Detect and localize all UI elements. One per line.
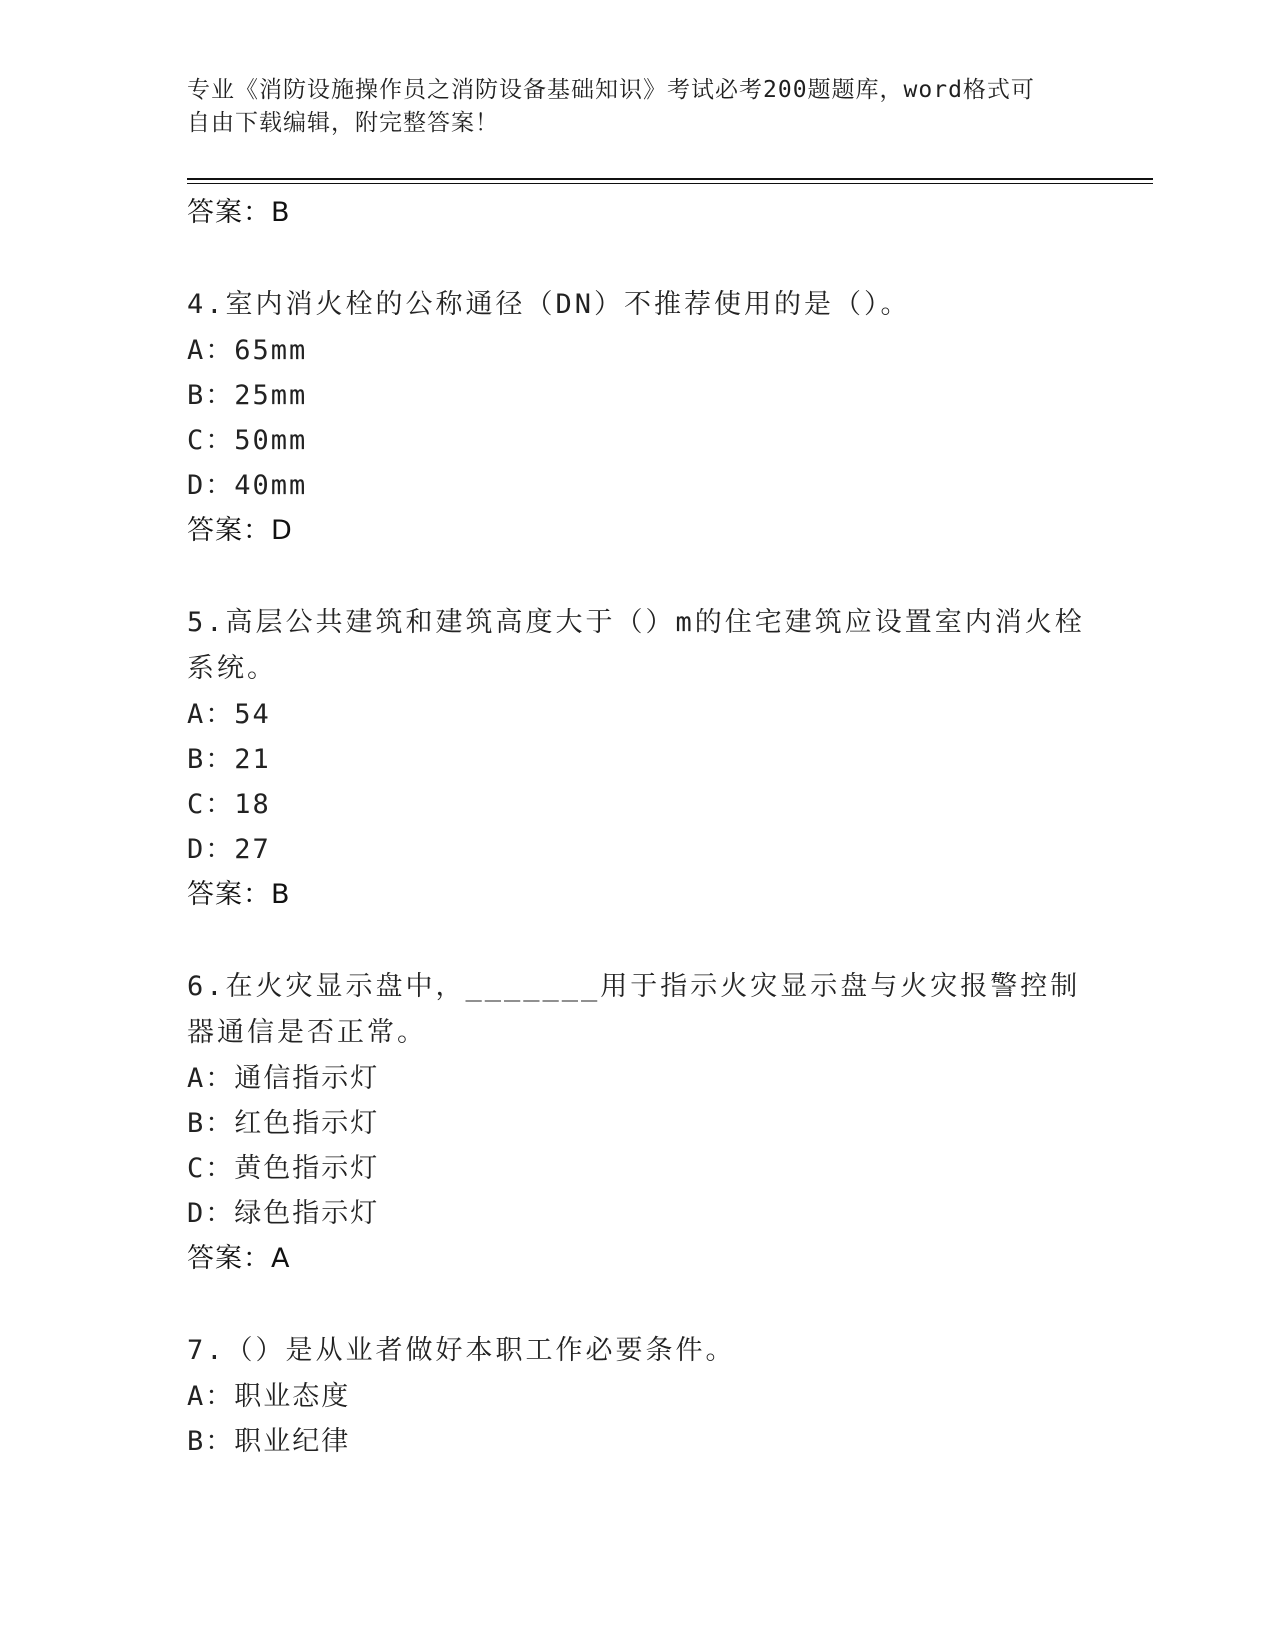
- option-b: B：职业纪律: [187, 1426, 351, 1457]
- question-text: 4.室内消火栓的公称通径（DN）不推荐使用的是（）。: [187, 289, 911, 320]
- header-line-2: 自由下载编辑，附完整答案！: [187, 110, 499, 136]
- option-b: B：21: [187, 744, 271, 775]
- option-b: B：25mm: [187, 380, 308, 411]
- option-d: D：40mm: [187, 470, 308, 501]
- option-d: D：27: [187, 834, 271, 865]
- option-a: A：通信指示灯: [187, 1063, 380, 1094]
- question-text: 5.高层公共建筑和建筑高度大于（）m的住宅建筑应设置室内消火栓系统。: [187, 607, 1085, 684]
- header-rule-thick: [187, 178, 1153, 180]
- answer-line: 答案：D: [187, 515, 293, 546]
- question-block-6: [187, 964, 1087, 1282]
- previous-answer: 答案：B: [187, 197, 291, 228]
- question-block-5: [187, 600, 1087, 918]
- option-a: A：54: [187, 699, 271, 730]
- document-header: [187, 74, 1087, 140]
- option-c: C：黄色指示灯: [187, 1153, 380, 1184]
- header-rule-thin: [187, 183, 1153, 184]
- option-a: A：65mm: [187, 335, 308, 366]
- question-list: [187, 190, 1087, 1464]
- question-text: 7.（）是从业者做好本职工作必要条件。: [187, 1335, 736, 1366]
- question-block-4: [187, 282, 1087, 554]
- question-text: 6.在火灾显示盘中，_______用于指示火灾显示盘与火灾报警控制器通信是否正常。: [187, 971, 1081, 1048]
- option-d: D：绿色指示灯: [187, 1198, 380, 1229]
- header-line-1: 专业《消防设施操作员之消防设备基础知识》考试必考200题题库，word格式可: [187, 77, 1035, 103]
- option-c: C：18: [187, 789, 271, 820]
- option-a: A：职业态度: [187, 1381, 351, 1412]
- answer-line: 答案：B: [187, 879, 291, 910]
- question-block-7: [187, 1328, 1087, 1464]
- option-c: C：50mm: [187, 425, 308, 456]
- option-b: B：红色指示灯: [187, 1108, 380, 1139]
- answer-line: 答案：A: [187, 1243, 291, 1274]
